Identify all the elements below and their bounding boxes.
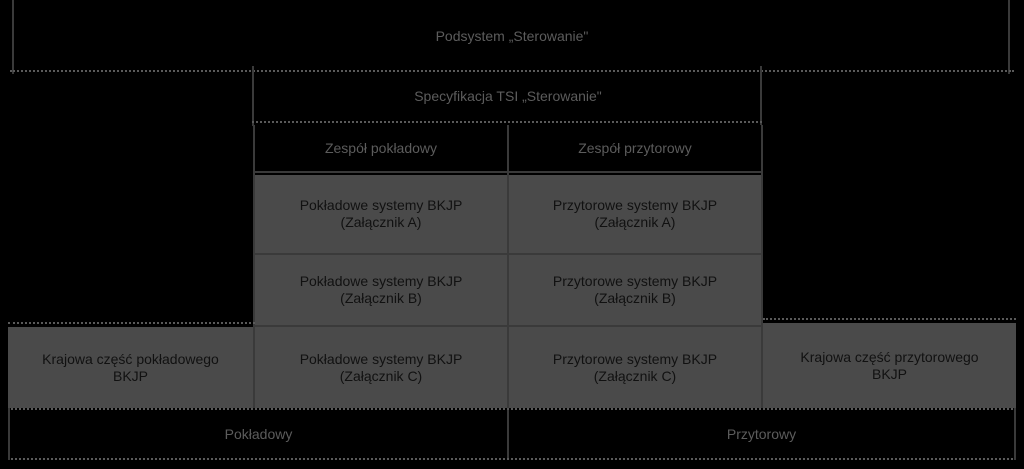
footer-trackside bbox=[509, 412, 1014, 456]
onboard-annex-c bbox=[255, 327, 507, 408]
trackside-annex-b-text: Przytorowe systemy BKJP (Załącznik B) bbox=[552, 273, 718, 306]
subsystem-bracket-bottom bbox=[10, 70, 1014, 72]
trackside-header-text: Zespół przytorowy bbox=[578, 139, 692, 156]
subsystem-title-text: Podsystem „Sterowanie" bbox=[435, 27, 589, 44]
trackside-right-border bbox=[761, 125, 763, 408]
row-divider-bc bbox=[255, 325, 761, 327]
trackside-annex-b bbox=[509, 255, 761, 325]
footer-trackside-text: Przytorowy bbox=[726, 425, 797, 442]
subsystem-title bbox=[14, 8, 1010, 64]
onboard-annex-a-text: Pokładowe systemy BKJP (Załącznik A) bbox=[299, 197, 463, 230]
onboard-left-border bbox=[253, 125, 255, 408]
subsystem-bracket-left bbox=[12, 0, 14, 74]
national-onboard bbox=[8, 327, 253, 408]
tsi-bracket-left bbox=[252, 66, 254, 126]
tsi-title bbox=[255, 74, 761, 118]
trackside-annex-c bbox=[509, 327, 761, 408]
onboard-header-text: Zespół pokładowy bbox=[324, 139, 438, 156]
trackside-header bbox=[509, 125, 761, 173]
subsystem-bracket-right bbox=[1008, 0, 1010, 74]
onboard-annex-a bbox=[255, 175, 507, 253]
footer-onboard-text: Pokładowy bbox=[224, 425, 293, 442]
tsi-bracket-bottom bbox=[252, 121, 762, 123]
national-onboard-text: Krajowa część pokładowego BKJP bbox=[42, 350, 219, 384]
footer-right-border bbox=[1014, 408, 1016, 460]
trackside-annex-a bbox=[509, 175, 761, 253]
national-trackside-top bbox=[763, 318, 1016, 320]
footer-left-border bbox=[8, 408, 10, 460]
tsi-title-text: Specyfikacja TSI „Sterowanie" bbox=[414, 87, 602, 104]
national-trackside-text: Krajowa część przytorowego BKJP bbox=[800, 348, 979, 382]
footer-top-line bbox=[8, 408, 1016, 410]
onboard-annex-c-text: Pokładowe systemy BKJP (Załącznik C) bbox=[299, 350, 463, 384]
national-trackside bbox=[763, 323, 1016, 408]
onboard-annex-b-text: Pokładowe systemy BKJP (Załącznik B) bbox=[299, 273, 463, 306]
tsi-bracket-right bbox=[760, 66, 762, 126]
row-divider-ab bbox=[255, 253, 761, 255]
national-onboard-top bbox=[8, 322, 255, 324]
onboard-header bbox=[255, 125, 507, 173]
trackside-annex-a-text: Przytorowe systemy BKJP (Załącznik A) bbox=[552, 197, 718, 230]
footer-bottom-line bbox=[8, 458, 1016, 460]
onboard-annex-b bbox=[255, 255, 507, 325]
footer-onboard bbox=[10, 412, 507, 456]
trackside-annex-c-text: Przytorowe systemy BKJP (Załącznik C) bbox=[552, 350, 718, 384]
